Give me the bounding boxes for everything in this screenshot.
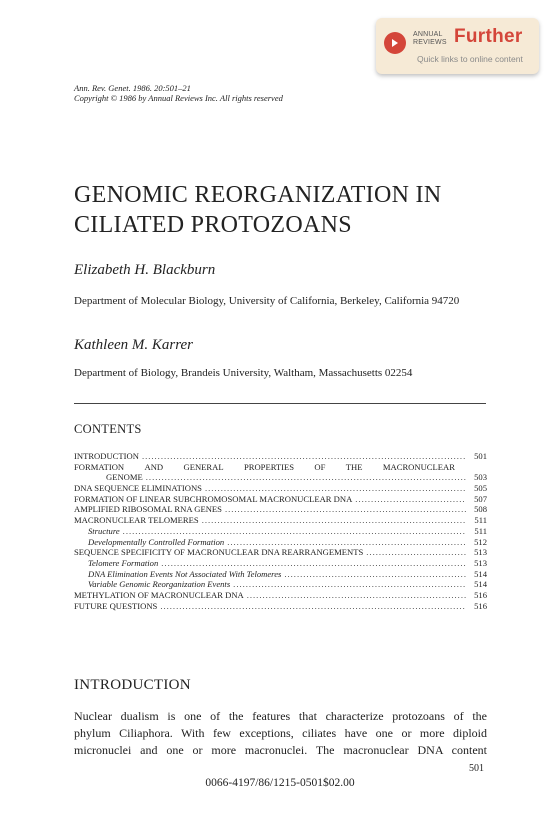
- toc-item-page: 513: [474, 557, 487, 568]
- contents-heading: CONTENTS: [74, 422, 142, 436]
- toc-leader: [161, 558, 466, 569]
- toc-item-label: FORMATION OF LINEAR SUBCHROMOSOMAL MACRONUCLEAR DNA: [74, 493, 353, 504]
- toc-item-label: MACRONUCLEAR TELOMERES: [74, 515, 199, 526]
- author-name: Kathleen M. Karrer: [74, 337, 194, 353]
- toc-item-page: 511: [474, 515, 487, 526]
- citation-line: Ann. Rev. Genet. 1986. 20:501–21: [74, 83, 191, 93]
- article-code: 0066-4197/86/1215-0501$02.00: [205, 777, 355, 789]
- toc-item[interactable]: [74, 483, 487, 494]
- toc-item-page: 516: [474, 600, 487, 611]
- introduction-line: micronuclei and one or more macronuclei. The macronuclear DNA content: [74, 743, 487, 757]
- table-of-contents: [74, 451, 487, 611]
- toc-leader: [225, 504, 466, 515]
- toc-item-label: Telomere Formation: [88, 557, 159, 568]
- introduction-body: [74, 708, 487, 759]
- toc-item[interactable]: [74, 515, 487, 526]
- toc-item-page: 508: [474, 504, 487, 515]
- toc-item-label: INTRODUCTION: [74, 451, 139, 461]
- toc-leader: [123, 526, 466, 537]
- author-affiliation: Department of Molecular Biology, University of California, Berkeley, California 94720: [74, 295, 460, 307]
- toc-leader: [355, 494, 466, 505]
- toc-item-label: FORMATION AND GENERAL PROPERTIES OF THE MACRONUCLEAR: [74, 461, 455, 472]
- toc-item[interactable]: [74, 558, 487, 569]
- toc-item[interactable]: [74, 569, 487, 580]
- toc-item-page: 511: [474, 525, 487, 536]
- article-title: GENOMIC REORGANIZATION IN CILIATED PROTOZOANS: [74, 182, 442, 238]
- toc-leader: [284, 569, 466, 580]
- annual-reviews-logo-icon: [384, 32, 406, 54]
- toc-item[interactable]: [74, 547, 487, 558]
- toc-item[interactable]: [74, 601, 487, 612]
- author-name: Elizabeth H. Blackburn: [74, 262, 216, 278]
- badge-further-text: Further: [454, 26, 523, 47]
- toc-leader: [247, 590, 466, 601]
- toc-leader: [205, 483, 466, 494]
- toc-item-label: GENOME: [106, 472, 143, 483]
- toc-leader: [366, 547, 466, 558]
- toc-item-label: DNA Elimination Events Not Associated With Telomeres: [88, 568, 282, 579]
- toc-item[interactable]: [74, 494, 487, 505]
- toc-item[interactable]: [74, 504, 487, 515]
- toc-item[interactable]: [74, 590, 487, 601]
- toc-item-page: 501: [474, 451, 487, 461]
- toc-item[interactable]: [74, 537, 487, 548]
- introduction-line: phylum Ciliaphora. With few exceptions, ciliates have one or more diploid: [74, 726, 487, 740]
- journal-citation: [74, 83, 283, 103]
- toc-leader: [146, 472, 466, 483]
- toc-item-page: 514: [474, 568, 487, 579]
- toc-item-page: 514: [474, 579, 487, 590]
- toc-item-label: DNA SEQUENCE ELIMINATIONS: [74, 483, 202, 494]
- badge-quick-links-link[interactable]: Quick links to online content: [417, 54, 523, 64]
- toc-item-label: Structure: [88, 525, 120, 536]
- introduction-heading: INTRODUCTION: [74, 677, 191, 693]
- toc-item-label: AMPLIFIED RIBOSOMAL RNA GENES: [74, 504, 222, 515]
- toc-leader: [227, 537, 466, 548]
- toc-item[interactable]: [74, 451, 487, 462]
- toc-leader: [202, 515, 466, 526]
- toc-item[interactable]: [74, 462, 487, 483]
- toc-item-page: 505: [474, 483, 487, 494]
- introduction-line: Nuclear dualism is one of the features that characterize protozoans of the: [74, 709, 487, 723]
- author-affiliation: Department of Biology, Brandeis University, Waltham, Massachusetts 02254: [74, 367, 413, 379]
- toc-item-label: Developmentally Controlled Formation: [88, 536, 225, 547]
- toc-leader: [160, 601, 466, 612]
- toc-item[interactable]: [74, 526, 487, 537]
- badge-annual-reviews-text: ANNUAL REVIEWS: [413, 31, 447, 46]
- toc-item-page: 503: [474, 472, 487, 483]
- toc-item-label: SEQUENCE SPECIFICITY OF MACRONUCLEAR DNA REARRANGEMENTS: [74, 547, 364, 558]
- toc-leader: [233, 579, 466, 590]
- annual-reviews-further-badge[interactable]: [376, 18, 539, 74]
- toc-item-page: 513: [474, 547, 487, 558]
- copyright-line: Copyright © 1986 by Annual Reviews Inc. All rights reserved: [74, 93, 283, 103]
- toc-item-label: FUTURE QUESTIONS: [74, 600, 158, 611]
- toc-item[interactable]: [74, 579, 487, 590]
- toc-item-page: 512: [474, 536, 487, 547]
- page-number: 501: [469, 763, 484, 774]
- toc-item-page: 516: [474, 589, 487, 600]
- toc-leader: [142, 451, 466, 462]
- toc-item-label: METHYLATION OF MACRONUCLEAR DNA: [74, 589, 244, 600]
- toc-item-label: Variable Genomic Reorganization Events: [88, 579, 231, 590]
- section-divider: [74, 403, 486, 404]
- toc-item-page: 507: [474, 493, 487, 504]
